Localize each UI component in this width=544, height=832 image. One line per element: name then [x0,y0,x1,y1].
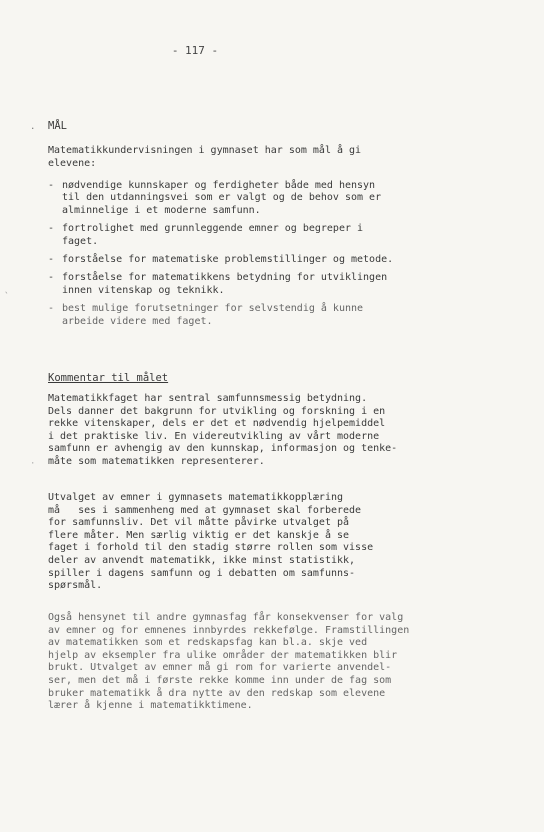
dash: - [48,254,55,266]
paragraph: Også hensynet til andre gymnasfag får konsekvenser for valg av emner og for emnenes innbyrdes rekkefølge. Framstillingen av matematikken som et redskapsfag kan bl.a. skje ved hjelp av eksempler fra ulike områder der matematikken blir brukt. Utvalget av emner må gi rom for varierte anvendel- ser, men det må i første rekke komme inn under de fag som bruker matematikk å dra nytte av den redskap som elevene lærer å kjenne i matematikktimene. [48,612,410,712]
intro-text: Matematikkundervisningen i gymnaset har som mål å gi elevene: [48,145,362,169]
dash: - [48,272,55,284]
list-item [48,180,488,217]
dash: - [48,303,55,315]
list-item [48,303,488,328]
paragraph: Matematikkfaget har sentral samfunnsmessig betydning. Dels danner det bakgrunn for utvikling og forskning i en rekke vitenskaper, dels er det et nødvendig hjelpemiddel i det praktiske liv. En videreutvikling av vårt moderne samfunn er avhengig av den kunnskap, informasjon og tenke- måte som matematikken representerer. [48,393,398,467]
dash: - [48,223,55,235]
goal-text: nødvendige kunnskaper og ferdigheter både med hensyn til den utdanningsvei som er valgt og de behov som er alminnelige i et moderne samfunn. [62,180,382,216]
margin-dot: . [30,122,36,132]
comment-title: Kommentar til målet [48,372,169,384]
margin-mark: · [30,459,36,469]
goal-text: best mulige forutsetninger for selvstendig å kunne arbeide videre med faget. [62,303,364,327]
list-item [48,254,488,266]
dash: - [48,180,55,191]
page-number: - 117 - [171,44,219,57]
list-item [48,272,488,297]
paragraph: Utvalget av emner i gymnasets matematikkopplæring må ses i sammenheng med at gymnaset skal forberede for samfunnsliv. Det vil måtte påvirke utvalget på flere måter. Men særlig viktig er det kanskje å se faget i forhold til den stadig større rollen som visse deler av anvendt matematikk, ikke minst statistikk, spiller i dagens samfunn og i debatten om samfunns- spørsmål. [48,492,374,592]
goal-text: forståelse for matematiske problemstillinger og metode. [62,254,394,266]
goal-text: fortrolighet med grunnleggende emner og begreper i faget. [62,223,364,247]
list-item [48,223,488,248]
margin-mark: ` [4,292,10,302]
goals-list [48,180,488,334]
section-title: MÅL [48,120,67,132]
goal-text: forståelse for matematikkens betydning for utviklingen innen vitenskap og teknikk. [62,272,388,296]
